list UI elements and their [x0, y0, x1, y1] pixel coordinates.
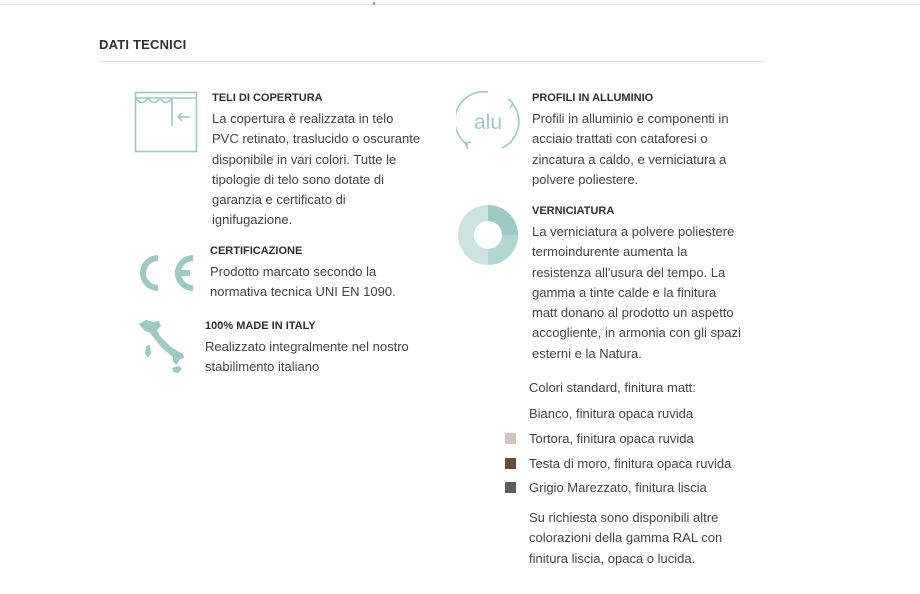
color-item-label: Grigio Marezzato, finitura liscia: [529, 480, 707, 495]
profili-title: PROFILI IN ALLUMINIO: [532, 92, 654, 104]
color-swatch-grigio: [505, 482, 516, 493]
section-divider: [99, 61, 765, 62]
colors-note: Su richiesta sono disponibili altre colorazioni della gamma RAL con finitura liscia, opaca o lucida.: [529, 510, 723, 566]
vern-title: VERNICIATURA: [532, 205, 615, 217]
color-swatch-tortora: [505, 433, 516, 444]
profili-text: Profili in alluminio e componenti in acciaio trattati con cataforesi o zincatura a caldo, e verniciatura a polvere poliestere.: [532, 111, 729, 187]
awning-fabric-icon: [134, 90, 199, 154]
vern-text: La verniciatura a polvere poliestere termoindurente aumenta la resistenza all'usura del tempo. La gamma a tinte calde e la finitura matt donano al prodotto un aspetto accogliente, in armonia con gli spazi esterni e la Natura.: [532, 224, 741, 361]
alu-label: alu: [473, 111, 503, 134]
color-item-label: Tortora, finitura opaca ruvida: [529, 431, 694, 446]
cert-text: Prodotto marcato secondo la normativa tecnica UNI EN 1090.: [210, 264, 396, 300]
italy-title: 100% MADE IN ITALY: [205, 320, 316, 332]
color-item-label: Testa di moro, finitura opaca ruvida: [529, 456, 732, 471]
color-swatch-testa-di-moro: [505, 458, 516, 469]
paint-donut-icon: [456, 203, 520, 267]
ce-mark-icon: [133, 250, 199, 294]
top-divider: [0, 4, 920, 5]
italy-map-icon: [136, 318, 188, 376]
italy-text: Realizzato integralmente nel nostro stabilimento italiano: [205, 339, 409, 375]
teli-text: La copertura è realizzata in telo PVC retinato, traslucido o oscurante disponibile in vari colori. Tutte le tipologie di telo sono dotate di garanzia e certificato di ignifugazione.: [212, 111, 421, 228]
top-marker: [373, 2, 375, 5]
teli-title: TELI DI COPERTURA: [212, 92, 323, 104]
aluminium-cycle-icon: [456, 89, 520, 153]
colors-intro: Colori standard, finitura matt:: [529, 380, 696, 395]
section-title: DATI TECNICI: [99, 37, 187, 52]
cert-title: CERTIFICAZIONE: [210, 245, 303, 257]
color-item-label: Bianco, finitura opaca ruvida: [529, 406, 694, 421]
